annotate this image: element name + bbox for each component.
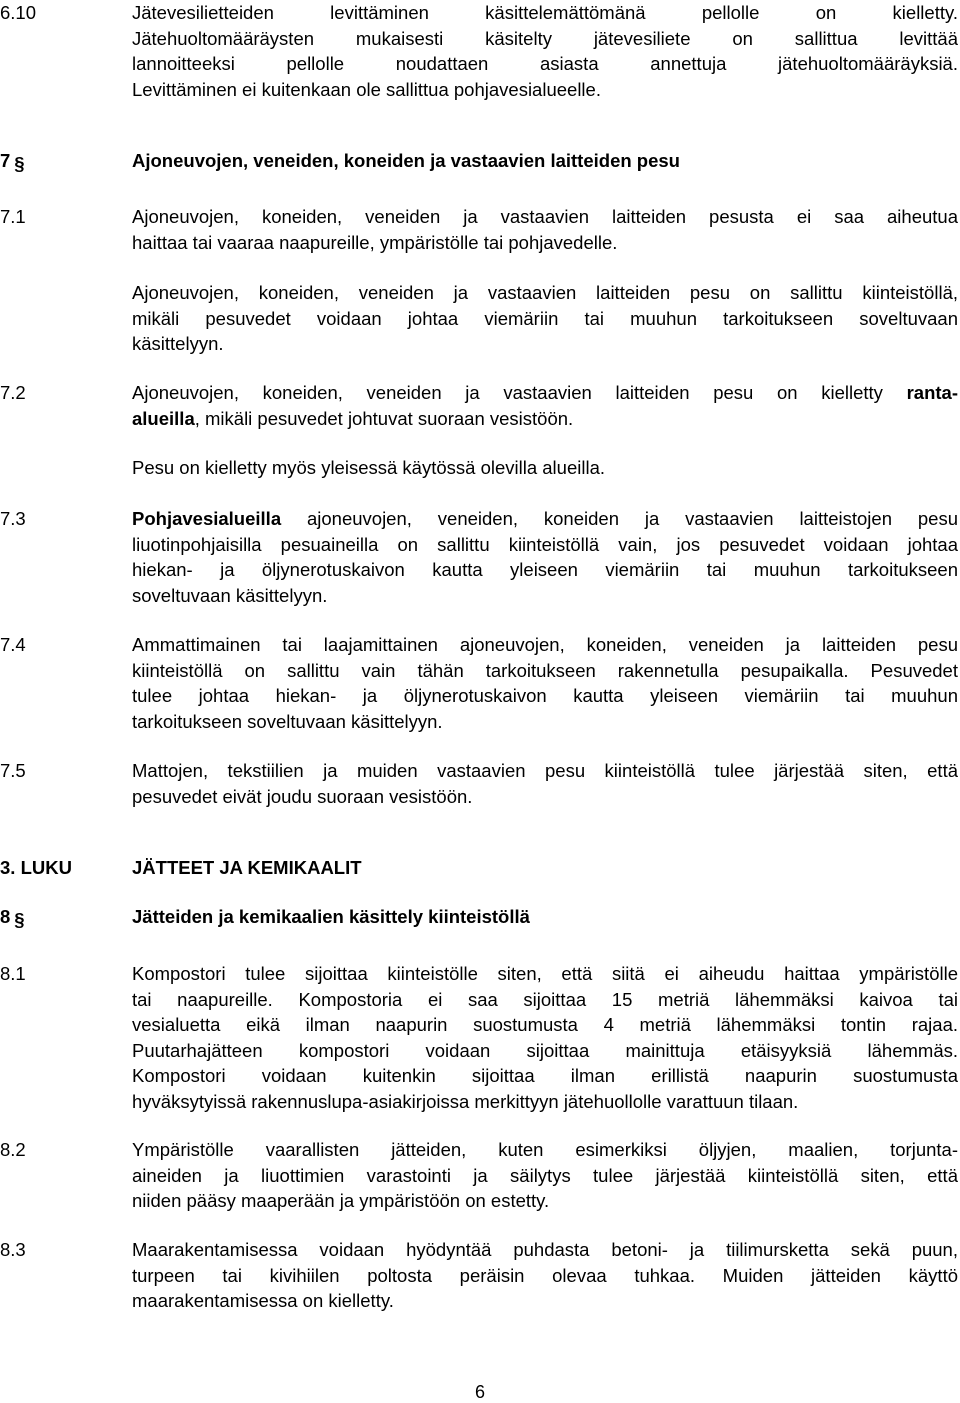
text-line: aineiden ja liuottimien varastointi ja säilytys tulee järjestää kiinteistöllä siten, että (132, 1164, 958, 1186)
text-line: Pohjavesialueilla ajoneuvojen, veneiden, koneiden ja vastaavien laitteistojen pesu (132, 508, 958, 529)
section-text (132, 1137, 958, 1214)
text-line: tarkoitukseen soveltuvaan käsittelyyn. (132, 710, 443, 732)
text-line: käsittelyyn. (132, 333, 224, 354)
paragraph-symbol: § (14, 153, 25, 174)
page-number: 6 (474, 1382, 485, 1402)
text-line: pesuvedet eivät joudu suoraan vesistöön. (132, 785, 473, 807)
text-line: Maarakentamisessa voidaan hyödyntää puhdasta betoni- ja tiilimursketta sekä puun, (132, 1239, 958, 1260)
text-line: liuotinpohjaisilla pesuaineilla on sallittu kiinteistöllä vain, jos pesuvedet voidaan johtaa (132, 533, 958, 555)
text-line: maarakentamisessa on kielletty. (132, 1290, 394, 1311)
text-line: vesialuetta eikä ilman naapurin suostumusta 4 metriä lähemmäksi tontin rajaa. (132, 1014, 958, 1035)
text-line: Mattojen, tekstiilien ja muiden vastaavien pesu kiinteistöllä tulee järjestää siten, että (132, 760, 958, 781)
section-number: 6.10 (0, 2, 37, 23)
text-line: kiinteistöllä on sallittu vain tähän tarkoitukseen rakennetulla pesupaikalla. Pesuvedet (132, 659, 958, 681)
chapter-number: 3. LUKU (0, 857, 72, 878)
section-number: 7.5 (0, 760, 26, 781)
text-line: tai naapureille. Kompostoria ei saa sijoittaa 15 metriä lähemmäksi kaivoa tai (132, 988, 958, 1010)
section-number: 7.2 (0, 382, 26, 403)
text-line: alueilla, mikäli pesuvedet johtuvat suoraan vesistöön. (132, 407, 574, 429)
text-line: lannoitteeksi pellolle noudattaen asiasta annettuja jätehuoltomääräyksiä. (132, 53, 958, 74)
heading-title: Jätteiden ja kemikaalien käsittely kiinteistöllä (132, 906, 530, 927)
section-number: 7 § (0, 148, 25, 174)
text-line: tulee johtaa hiekan- ja öljynerotuskaivon kautta yleiseen viemäriin tai muuhun (132, 685, 958, 706)
text-line: Kompostori tulee sijoittaa kiinteistölle siten, että siitä ei aiheudu haittaa ympäristölle (132, 963, 958, 984)
text-line: mikäli pesuvedet voidaan johtaa viemäriin tai muuhun tarkoitukseen soveltuvaan (132, 307, 958, 329)
text-line: haittaa tai vaaraa naapureille, ympäristölle tai pohjavedelle. (132, 231, 618, 253)
text-line: Jätehuoltomääräysten mukaisesti käsitelty jätevesiliete on sallittua levittää (132, 27, 958, 49)
section-text (132, 280, 958, 357)
section-number: 8 § (0, 904, 25, 930)
section-text (132, 380, 958, 431)
section-number: 8.2 (0, 1139, 26, 1160)
section-text (132, 204, 958, 255)
paragraph-symbol: § (14, 909, 25, 930)
section-number: 7.4 (0, 634, 26, 655)
heading-title: Ajoneuvojen, veneiden, koneiden ja vastaavien laitteiden pesu (132, 150, 680, 171)
text-line: niiden pääsy maaperään ja ympäristöön on estetty. (132, 1190, 550, 1211)
text-line: Levittäminen ei kuitenkaan ole sallittua pohjavesialueelle. (132, 78, 601, 100)
text-line: Ajoneuvojen, koneiden, veneiden ja vastaavien laitteiden pesu on kielletty ranta- (132, 382, 958, 403)
text-line: Ajoneuvojen, koneiden, veneiden ja vastaavien laitteiden pesu on sallittu kiinteistöllä, (132, 282, 958, 303)
section-number: 7.3 (0, 508, 26, 529)
text-line: Pesu on kielletty myös yleisessä käytössä olevilla alueilla. (132, 457, 605, 478)
section-number: 8.1 (0, 963, 26, 984)
text-line: Ympäristölle vaarallisten jätteiden, kuten esimerkiksi öljyjen, maalien, torjunta- (132, 1139, 958, 1160)
section-text (132, 632, 958, 734)
section-text (132, 455, 958, 481)
text-line: Ajoneuvojen, koneiden, veneiden ja vastaavien laitteiden pesusta ei saa aiheutua (132, 206, 958, 227)
section-text (132, 506, 958, 608)
text-line: soveltuvaan käsittelyyn. (132, 584, 328, 606)
text-line: hiekan- ja öljynerotuskaivon kautta yleiseen viemäriin tai muuhun tarkoitukseen (132, 559, 958, 580)
text-line: turpeen tai kivihiilen poltosta peräisin olevaa tuhkaa. Muiden jätteiden käyttö (132, 1264, 958, 1286)
section-text (132, 0, 958, 102)
text-line: Ammattimainen tai laajamittainen ajoneuvojen, koneiden, veneiden ja laitteiden pesu (132, 634, 958, 655)
text-line: hyväksytyissä rakennuslupa-asiakirjoissa merkittyyn jätehuollolle varattuun tilaan. (132, 1090, 799, 1112)
section-text (132, 961, 958, 1114)
chapter-title: JÄTTEET JA KEMIKAALIT (132, 857, 362, 878)
section-number: 8.3 (0, 1239, 26, 1260)
text-line: Kompostori voidaan kuitenkin sijoittaa ilman erillistä naapurin suostumusta (132, 1065, 958, 1086)
text-line: Jätevesilietteiden levittäminen käsittelemättömänä pellolle on kielletty. (132, 2, 958, 23)
section-text (132, 1237, 958, 1314)
section-number: 7.1 (0, 206, 26, 227)
section-text (132, 758, 958, 809)
text-line: Puutarhajätteen kompostori voidaan sijoittaa mainittuja etäisyyksiä lähemmäs. (132, 1039, 958, 1061)
